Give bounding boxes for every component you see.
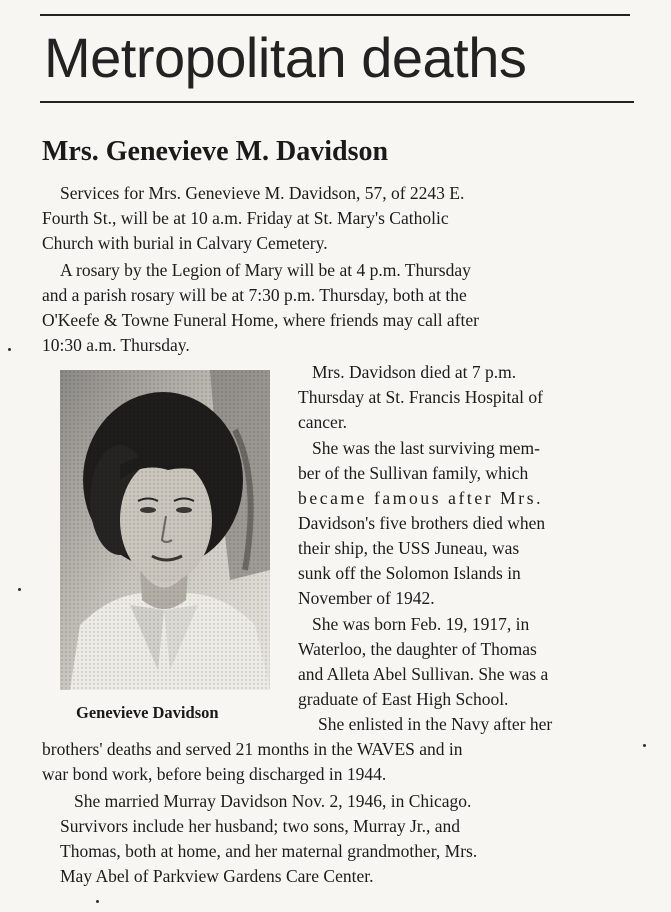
- portrait-photo: [60, 370, 270, 690]
- print-speck: [8, 348, 11, 351]
- portrait-image: [60, 370, 270, 690]
- death-paragraph: Mrs. Davidson died at 7 p.m. Thursday at St. Francis Hospital of cancer.: [298, 362, 543, 432]
- services-paragraph: Services for Mrs. Genevieve M. Davidson, 57, of 2243 E. Fourth St., will be at 10 a.m. Friday at St. Mary's Catholic Church with burial in Calvary Cemetery.: [42, 183, 465, 253]
- navy-paragraph: brothers' deaths and served 21 months in the WAVES and in war bond work, before being discharged in 1944.: [42, 739, 463, 784]
- print-speck: [18, 588, 21, 591]
- marriage-paragraph: She married Murray Davidson Nov. 2, 1946, in Chicago.: [74, 791, 472, 811]
- obituary-headline: Mrs. Genevieve M. Davidson: [42, 136, 389, 167]
- family-history-paragraph: She was the last surviving mem- ber of the Sullivan family, which became famous after Mrs. Davidson's five brothers died when their ship, the USS Juneau, was sunk off the Solomon Islands in November of 1942.: [298, 438, 546, 608]
- print-speck: [643, 744, 646, 747]
- birth-paragraph: She was born Feb. 19, 1917, in Waterloo, the daughter of Thomas and Alleta Abel Sullivan. She was a graduate of East High School.: [298, 614, 549, 709]
- photo-caption: Genevieve Davidson: [76, 703, 219, 722]
- navy-paragraph-first-line: She enlisted in the Navy after her: [318, 714, 553, 734]
- print-speck: [96, 900, 99, 903]
- rosary-paragraph: A rosary by the Legion of Mary will be at 4 p.m. Thursday and a parish rosary will be at 7:30 p.m. Thursday, both at the O'Keefe & Towne Funeral Home, where friends may call after 10:30 a.m. Thursday.: [42, 260, 479, 355]
- survivors-paragraph: Survivors include her husband; two sons, Murray Jr., and Thomas, both at home, and her maternal grandmother, Mrs. May Abel of Parkview Gardens Care Center.: [60, 816, 478, 886]
- section-rule: [40, 101, 634, 103]
- top-rule: [40, 14, 630, 16]
- section-title: Metropolitan deaths: [44, 26, 527, 89]
